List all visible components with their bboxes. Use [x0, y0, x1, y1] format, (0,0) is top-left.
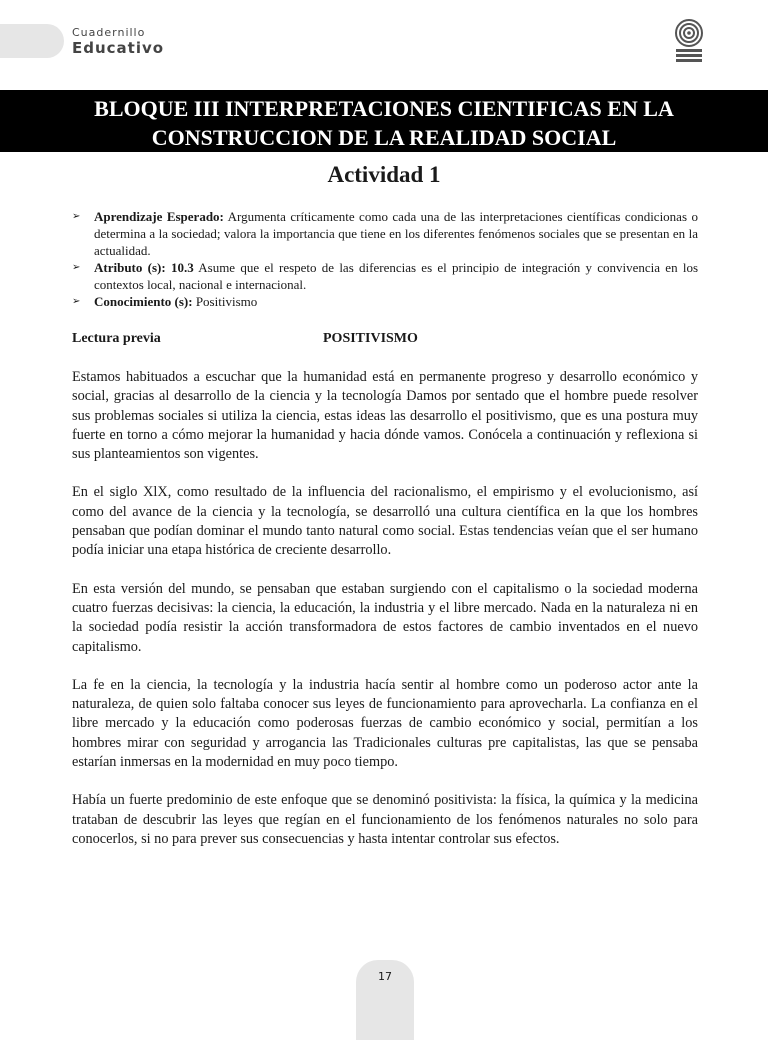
reading-label: Lectura previa [72, 331, 161, 346]
page-number: 17 [378, 970, 392, 983]
paragraph: Había un fuerte predominio de este enfoque que se denominó positivista: la física, la química y la medicina trataban de descubrir las leyes que regían en el funcionamiento de los fenómenos naturales no solo para conocerlos, si no para prever sus consecuencias y hasta intentar controlar sus efectos. [72, 792, 698, 847]
objective-item-atributo [72, 259, 698, 293]
spiral-book-logo-icon [672, 18, 706, 62]
objective-item-conocimiento [72, 293, 698, 310]
paragraph: Estamos habituados a escuchar que la humanidad está en permanente progreso y desarrollo económico y social, gracias al desarrollo de la ciencia y la tecnología Damos por sentado que el hombre puede resolver sus problemas sociales si utiliza la ciencia, estas ideas las desarrollo el positivismo, que es una postura muy fuerte en torno a cómo mejorar la humanidad y hacia dónde vamos. Conócela a continuación y reflexiona si sus planteamientos son vigentes. [72, 369, 698, 463]
block-title-banner [0, 90, 768, 152]
objective-label: Conocimiento (s): [94, 294, 193, 309]
brand-logo-text [72, 26, 164, 57]
objective-text: Positivismo [192, 294, 258, 309]
arrow-bullet-icon: ➢ [72, 262, 81, 273]
objective-item-aprendizaje [72, 208, 698, 259]
objective-text: Argumenta críticamente como cada una de las interpretaciones científicas condicionas o determina a la sociedad; valora la importancia que tiene en los diferentes fenómenos sociales que se presentan en la actualidad. [94, 209, 698, 258]
paragraph: En esta versión del mundo, se pensaban que estaban surgiendo con el capitalismo o la sociedad moderna cuatro fuerzas decisivas: la ciencia, la educación, la industria y el libre mercado. Nada en la naturaleza ni en la sociedad podía resistir la acción transformadora de estos factores de cambio inventados en el nuevo capitalismo. [72, 580, 698, 655]
reading-body [72, 368, 698, 868]
arrow-bullet-icon: ➢ [72, 211, 81, 222]
paragraph: La fe en la ciencia, la tecnología y la industria hacía sentir al hombre como un poderoso actor ante la naturaleza, de quien solo faltaba conocer sus leyes de funcionamiento para aprovecharla. La confianza en el libre mercado y la educación como poderosas fuerzas de cambio económico y social, permitían a los hombres mirar con seguridad y arrogancia las Tradicionales culturas pre capitalistas, las que se pensaba estarían inmersas en la modernidad en muy poco tiempo. [72, 676, 698, 771]
activity-title: Actividad 1 [327, 162, 441, 187]
section-title: POSITIVISMO [323, 331, 418, 346]
page-number-tab [356, 960, 414, 1040]
objective-text: Asume que el respeto de las diferencias es el principio de integración y convivencia en los contextos local, nacional e internacional. [94, 260, 698, 292]
learning-objectives-list [72, 208, 698, 310]
paragraph: En el siglo XlX, como resultado de la influencia del racionalismo, el empirismo y el evolucionismo, así como del avance de la ciencia y la tecnología, se desarrolló una cultura científica en la que los hombres pensaban que podían dominar el mundo tanto natural como social. Estas tendencias veían que el ser humano podía iniciar una etapa histórica de creciente desarrollo. [72, 484, 698, 559]
block-title-line-1: BLOQUE III INTERPRETACIONES CIENTIFICAS EN LA [94, 96, 674, 121]
objective-label: Aprendizaje Esperado: [94, 209, 224, 224]
arrow-bullet-icon: ➢ [72, 296, 81, 307]
brand-top-text: Cuadernillo [72, 26, 146, 39]
objective-label: Atributo (s): 10.3 [94, 260, 194, 275]
header-tab-decoration [0, 24, 64, 58]
brand-bottom-text: Educativo [72, 39, 165, 57]
block-title-line-2: CONSTRUCCION DE LA REALIDAD SOCIAL [151, 125, 617, 150]
